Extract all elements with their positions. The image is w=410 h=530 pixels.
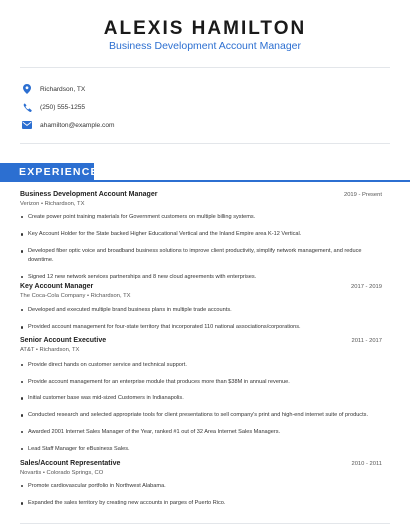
list-item: Initial customer base was mid-sized Customers in Indianapolis.: [20, 394, 385, 402]
list-item: Signed 12 new network services partnerships and 8 new cloud agreements with enterprises.: [20, 273, 385, 281]
list-item: Expanded the sales territory by creating new accounts in parges of Puerto Rico.: [20, 499, 385, 507]
job-title: Key Account Manager: [20, 283, 94, 290]
email-text: ahamilton@example.com: [40, 121, 115, 129]
job-dates: 2011 - 2017: [351, 338, 382, 344]
job-company-location: Novartis • Colorado Springs, CO: [20, 470, 104, 476]
phone-text: (250) 555-1255: [40, 103, 86, 111]
list-item: Create power point training materials for Government customers on multiple billing systems.: [20, 213, 385, 221]
footer-divider: [20, 523, 390, 524]
contact-phone: [22, 100, 85, 114]
job-title: Senior Account Executive: [20, 337, 107, 344]
candidate-title: Business Development Account Manager: [108, 40, 302, 52]
list-item: Conducted research and selected appropriate tools for client presentations to sell company's print and high-end internet suite of products.: [20, 411, 385, 419]
list-item: Lead Staff Manager for eBusiness Sales.: [20, 445, 385, 453]
job-company-location: Verizon • Richardson, TX: [20, 201, 85, 207]
experience-heading: EXPERIENCE: [0, 163, 94, 180]
job-bullets: [20, 361, 385, 453]
phone-icon: [22, 102, 32, 112]
job-dates: 2017 - 2019: [351, 284, 382, 290]
experience-rule: [0, 180, 410, 182]
location-pin-icon: [22, 84, 32, 94]
email-icon: [22, 120, 32, 130]
list-item: Developed and executed multiple brand business plans in multiple trade accounts.: [20, 306, 385, 314]
candidate-name: ALEXIS HAMILTON: [103, 18, 307, 39]
list-item: Provide account management for an enterprise module that produces more than $38M in annual revenue.: [20, 378, 385, 386]
job-company-location: AT&T • Richardson, TX: [20, 347, 80, 353]
list-item: Provided account management for four-state territory that incorporated 110 national associations/corporations.: [20, 323, 385, 331]
list-item: Provide direct hands on customer service and technical support.: [20, 361, 385, 369]
contact-divider: [20, 143, 390, 144]
job-dates: 2019 - Present: [343, 192, 382, 198]
job-title: Business Development Account Manager: [20, 191, 158, 198]
job-bullets: [20, 213, 385, 281]
list-item: Awarded 2001 Internet Sales Manager of the Year, ranked #1 out of 32 Area Internet Sales Managers.: [20, 428, 385, 436]
contact-location: [22, 82, 85, 96]
job-bullets: [20, 482, 385, 507]
job-bullets: [20, 306, 385, 331]
job-company-location: The Coca-Cola Company • Richardson, TX: [20, 293, 131, 299]
header-divider: [20, 67, 390, 68]
location-text: Richardson, TX: [40, 85, 86, 93]
list-item: Key Account Holder for the State backed Higher Educational Vertical and the Inland Empire area K-12 Vertical.: [20, 230, 385, 238]
contact-email: [22, 118, 115, 132]
job-title: Sales/Account Representative: [20, 460, 121, 467]
list-item: Promote cardiovascular portfolio in Northwest Alabama.: [20, 482, 385, 490]
job-dates: 2010 - 2011: [351, 461, 382, 467]
list-item: Developed fiber optic voice and broadband business solutions to improve client productivity, simplify network management, and reduce downtime.: [20, 247, 385, 263]
